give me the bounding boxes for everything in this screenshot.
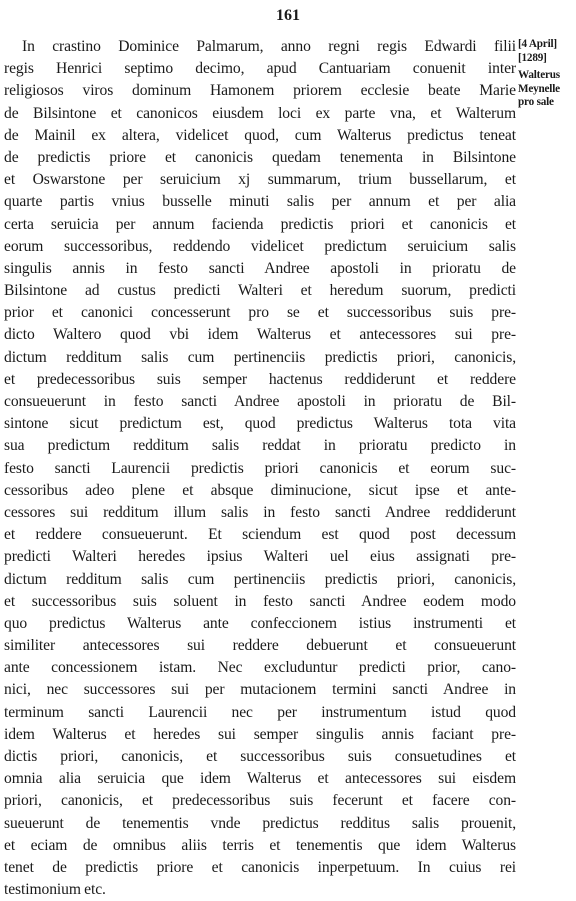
text-line: similiter antecessores sui reddere debuerunt et consueuerunt (4, 637, 516, 655)
text-line: quarte partis vnius busselle minuti salis per annum et per alia (4, 193, 516, 211)
text-line: nici, nec successores sui per mutacionem termini sancti Andree in (4, 681, 516, 699)
text-line: tenet de predictis priore et canonicis inperpetuum. In cuius rei (4, 858, 516, 876)
text-line: de Mainil ex altera, videlicet quod, cum Walterus predictus teneat (4, 126, 516, 144)
text-line: cessores sui redditum illum salis in festo sancti Andree reddiderunt (4, 503, 516, 521)
margin-note-year: [1289] (518, 51, 547, 64)
margin-note-date: [4 April] (518, 38, 557, 50)
text-line: festo sancti Laurencii predictis priori canonicis et eorum suc- (4, 459, 516, 477)
text-line: et eciam de omnibus aliis terris et tenementis que idem Walterus (4, 836, 516, 854)
margin-note-heading: Walterus (518, 69, 560, 81)
text-line: et successoribus suis soluent in festo sancti Andree eodem modo (4, 592, 516, 610)
text-line: In crastino Dominice Palmarum, anno regni regis Edwardi filii (22, 38, 516, 55)
text-line: sua predictum redditum salis reddat in prioratu predicto in (4, 437, 516, 455)
text-line: quo predictus Walterus ante confeccionem istius instrumenti et (4, 614, 516, 632)
text-line: dictum redditum salis cum pertinenciis predictis priori, canonicis, (4, 348, 516, 366)
text-line: omnia alia seruicia que idem Walterus et antecessores sui eisdem (4, 770, 516, 788)
text-line: certa seruicia per annum facienda predictis priori et canonicis et (4, 215, 516, 233)
text-line: de predictis priore et canonicis quedam tenementa in Bilsintone (4, 148, 516, 166)
text-line: dicto Waltero quod vbi idem Walterus et antecessores sui pre- (4, 326, 516, 344)
text-line: prior et canonici concesserunt pro se et successoribus suis pre- (4, 304, 516, 322)
text-line: sintone sicut predictum est, quod predictus Walterus tota vita (4, 415, 516, 433)
text-line: Bilsintone ad custus predicti Walteri et heredum suorum, predicti (4, 282, 516, 300)
text-line: et predecessoribus suis semper hactenus reddiderunt et reddere (4, 370, 516, 388)
text-line: religiosos viros dominum Hamonem priorem ecclesie beate Marie (4, 82, 516, 100)
text-line: de Bilsintone et canonicos eiusdem loci ex parte vna, et Walterum (4, 104, 516, 122)
margin-note-heading: Meynelle (518, 82, 560, 95)
document-body (4, 36, 516, 901)
margin-note-heading: pro sale (518, 96, 554, 108)
text-line: testimonium etc. (4, 881, 106, 899)
text-line: regis Henrici septimo decimo, apud Cantuariam conuenit inter (4, 60, 516, 78)
text-line: sueuerunt de tenementis vnde predictus redditus salis prouenit, (4, 814, 516, 832)
text-line: et reddere consueuerunt. Et sciendum est quod post decessum (4, 526, 516, 544)
text-line: ante concessionem istam. Nec excluduntur predicti prior, cano- (4, 659, 516, 677)
text-line: singulis annis in festo sancti Andree apostoli in prioratu de (4, 259, 516, 277)
text-line: predicti Walteri heredes ipsius Walteri uel eius assignati pre- (4, 548, 516, 566)
margin-notes (518, 38, 576, 110)
text-line: dictum redditum salis cum pertinenciis predictis priori, canonicis, (4, 570, 516, 588)
text-line: eorum successoribus, reddendo videlicet predictum seruicium salis (4, 237, 516, 255)
text-line: terminum sancti Laurencii nec per instrumentum istud quod (4, 703, 516, 721)
text-line: consueuerunt in festo sancti Andree apostoli in prioratu de Bil- (4, 393, 516, 410)
text-line: et Oswarstone per seruicium xj summarum, trium bussellarum, et (4, 171, 516, 189)
text-line: idem Walterus et heredes sui semper singulis annis faciant pre- (4, 725, 516, 743)
page-number: 161 (276, 7, 300, 24)
text-line: cessoribus adeo plene et absque diminucione, sicut ipse et ante- (4, 481, 516, 499)
text-line: dictis priori, canonicis, et successoribus suis consuetudines et (4, 748, 516, 765)
text-line: priori, canonicis, et predecessoribus suis fecerunt et facere con- (4, 792, 516, 810)
